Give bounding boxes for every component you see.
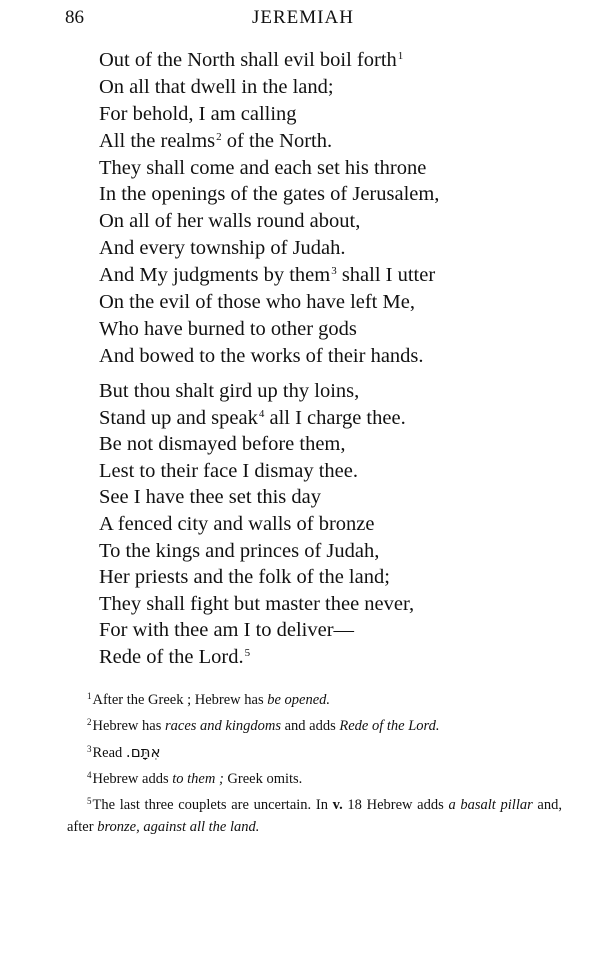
verse-line: And bowed to the works of their hands. <box>99 344 424 367</box>
footnote-1: $^1$After the Greek ; Hebrew has be opened. <box>87 691 331 708</box>
verse-line: Rede of the Lord.$^5$ <box>99 645 251 668</box>
verse-line: For with thee am I to deliver— <box>99 619 355 642</box>
footnote-3: $^3$Read אִתָּם. <box>87 743 161 761</box>
footnote-ref: 4 <box>258 407 265 420</box>
footnote-ref: 2 <box>216 130 222 143</box>
page-number: 86 <box>65 7 84 28</box>
footnotes <box>67 689 562 842</box>
verse-line: For behold, I am calling <box>99 102 297 125</box>
verse-line: They shall fight but master thee never, <box>99 592 415 615</box>
verse-line: Out of the North shall evil boil forth$^1$ <box>99 49 404 71</box>
footnote-5: $^5$The last three couplets are uncertain. In v. 18 Hebrew adds a basalt pillar and, after bronze, against all the land. <box>67 796 562 835</box>
footnote-ref: 1 <box>397 50 404 62</box>
verse-line: Stand up and speak$^4$ all I charge thee. <box>99 406 406 429</box>
verse-line: A fenced city and walls of bronze <box>99 512 375 535</box>
verse-line: On all of her walls round about, <box>99 210 361 233</box>
verse-line: Be not dismayed before them, <box>99 433 346 456</box>
footnote-ref: 3 <box>331 265 337 278</box>
verse-line: And every township of Judah. <box>99 237 346 260</box>
verse-line: Lest to their face I dismay thee. <box>99 459 358 482</box>
verse-line: In the openings of the gates of Jerusalem, <box>99 183 440 206</box>
footnote-ref: 5 <box>244 646 251 659</box>
running-head <box>0 7 614 31</box>
poem-stanza-1 <box>99 47 439 370</box>
poem-stanza-2 <box>99 378 414 671</box>
footnote-2: $^2$Hebrew has races and kingdoms and adds Rede of the Lord. <box>87 717 440 734</box>
verse-line: See I have thee set this day <box>99 486 322 509</box>
verse-line: On all that dwell in the land; <box>99 75 334 98</box>
verse-line: And My judgments by them$^3$ shall I utter <box>99 264 436 287</box>
verse-line: Who have burned to other gods <box>99 317 357 340</box>
footnote-4: $^4$Hebrew adds to them ; Greek omits. <box>87 770 303 787</box>
book-title: JEREMIAH <box>252 7 354 28</box>
verse-line: Her priests and the folk of the land; <box>99 566 390 589</box>
verse-line: All the realms$^2$ of the North. <box>99 129 333 152</box>
verse-line: But thou shalt gird up thy loins, <box>99 380 360 402</box>
verse-line: They shall come and each set his throne <box>99 156 427 179</box>
verse-line: On the evil of those who have left Me, <box>99 291 415 314</box>
verse-line: To the kings and princes of Judah, <box>99 539 380 562</box>
